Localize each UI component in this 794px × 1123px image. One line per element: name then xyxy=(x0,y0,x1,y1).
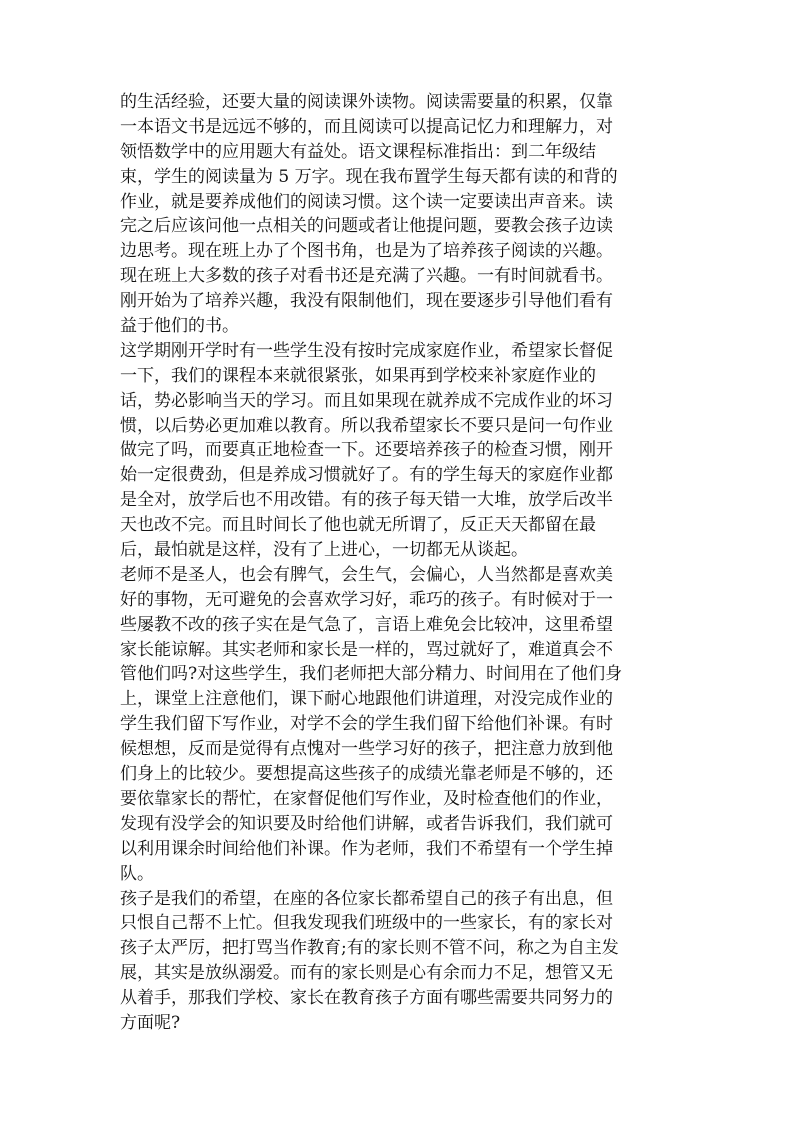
text-line: 完之后应该问他一点相关的问题或者让他提问题，要教会孩子边读 xyxy=(120,216,613,237)
text-line: 孩子太严厉，把打骂当作教育;有的家长则不管不问，称之为自主发 xyxy=(120,938,619,959)
text-line: 领悟数学中的应用题大有益处。语文课程标准指出：到二年级结 xyxy=(120,141,596,162)
text-line: 发现有没学会的知识要及时给他们讲解，或者告诉我们，我们就可 xyxy=(120,813,613,834)
text-line: 益于他们的书。 xyxy=(120,316,239,337)
text-line: 些屡教不改的孩子实在是气急了，言语上难免会比较冲，这里希望 xyxy=(120,614,613,635)
text-line: 边思考。现在班上办了个图书角，也是为了培养孩子阅读的兴趣。 xyxy=(120,241,613,262)
text-line: 要依靠家长的帮忙，在家督促他们写作业，及时检查他们的作业， xyxy=(120,788,613,809)
text-line: 刚开始为了培养兴趣，我没有限制他们，现在要逐步引导他们看有 xyxy=(120,291,613,312)
text-line: 家长能谅解。其实老师和家长是一样的，骂过就好了，难道真会不 xyxy=(120,639,613,660)
text-line: 一下，我们的课程本来就很紧张，如果再到学校来补家庭作业的 xyxy=(120,365,596,386)
text-line: 方面呢? xyxy=(120,1012,181,1033)
text-line: 老师不是圣人，也会有脾气，会生气，会偏心，人当然都是喜欢美 xyxy=(120,564,613,585)
text-line: 以利用课余时间给他们补课。作为老师，我们不希望有一个学生掉 xyxy=(120,838,613,859)
text-line: 只恨自己帮不上忙。但我发现我们班级中的一些家长，有的家长对 xyxy=(120,913,613,934)
text-line: 现在班上大多数的孩子对看书还是充满了兴趣。一有时间就看书。 xyxy=(120,266,613,287)
document-page xyxy=(120,90,676,1036)
text-line: 的生活经验，还要大量的阅读课外读物。阅读需要量的积累，仅靠 xyxy=(120,92,613,112)
text-line: 上，课堂上注意他们，课下耐心地跟他们讲道理，对没完成作业的 xyxy=(120,689,613,710)
text-line: 始一定很费劲，但是养成习惯就好了。有的学生每天的家庭作业都 xyxy=(120,465,613,486)
text-line: 展，其实是放纵溺爱。而有的家长则是心有余而力不足，想管又无 xyxy=(120,963,613,984)
text-line: 孩子是我们的希望，在座的各位家长都希望自己的孩子有出息，但 xyxy=(120,888,613,909)
text-line: 这学期刚开学时有一些学生没有按时完成家庭作业，希望家长督促 xyxy=(120,340,613,361)
text-line: 天也改不完。而且时间长了他也就无所谓了，反正天天都留在最 xyxy=(120,515,596,536)
text-line: 从着手，那我们学校、家长在教育孩子方面有哪些需要共同努力的 xyxy=(120,988,613,1009)
text-line: 惯，以后势必更加难以教育。所以我希望家长不要只是问一句作业 xyxy=(120,415,613,436)
text-line: 一本语文书是远远不够的，而且阅读可以提高记忆力和理解力，对 xyxy=(120,116,613,137)
text-line: 话，势必影响当天的学习。而且如果现在就养成不完成作业的坏习 xyxy=(120,390,613,411)
text-line: 做完了吗，而要真正地检查一下。还要培养孩子的检查习惯，刚开 xyxy=(120,440,613,461)
text-line: 学生我们留下写作业，对学不会的学生我们留下给他们补课。有时 xyxy=(120,714,613,735)
text-line: 后，最怕就是这样，没有了上进心，一切都无从谈起。 xyxy=(120,540,528,561)
text-line: 候想想，反而是觉得有点愧对一些学习好的孩子，把注意力放到他 xyxy=(120,739,613,760)
text-line: 们身上的比较少。要想提高这些孩子的成绩光靠老师是不够的，还 xyxy=(120,764,613,785)
text-line: 作业，就是要养成他们的阅读习惯。这个读一定要读出声音来。读 xyxy=(120,191,613,212)
text-line: 好的事物，无可避免的会喜欢学习好，乖巧的孩子。有时候对于一 xyxy=(120,589,613,610)
text-line: 队。 xyxy=(120,863,154,884)
text-line: 束，学生的阅读量为 5 万字。现在我布置学生每天都有读的和背的 xyxy=(120,166,618,187)
text-line: 是全对，放学后也不用改错。有的孩子每天错一大堆，放学后改半 xyxy=(120,490,613,511)
text-line: 管他们吗?对这些学生，我们老师把大部分精力、时间用在了他们身 xyxy=(120,664,623,685)
